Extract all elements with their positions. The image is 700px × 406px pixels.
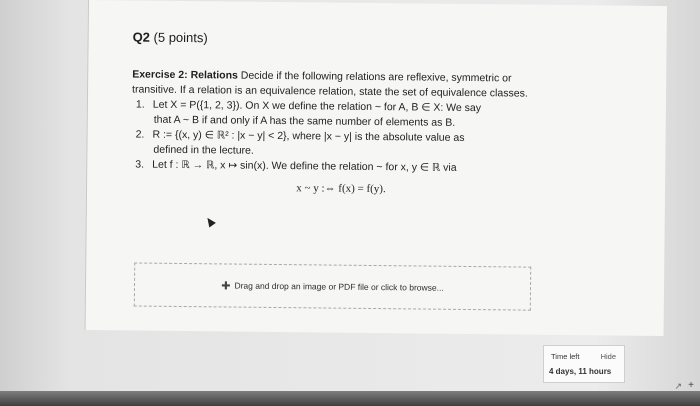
exercise-intro: [132, 67, 552, 101]
item-number: 2.: [135, 128, 145, 141]
time-left-value: 4 days, 11 hours: [549, 367, 612, 376]
hide-timer-button[interactable]: Hide: [600, 352, 616, 361]
file-upload-dropzone[interactable]: [134, 262, 531, 310]
exercise-text: [131, 67, 552, 198]
arrow-icon: ↗: [674, 381, 682, 391]
exercise-intro-text: Decide if the following relations are reflexive, symmetric or transitive. If a relation is an equivalence relation, state the set of equivalence classes.: [132, 69, 528, 100]
taskbar: [0, 391, 700, 406]
plus-icon: ✚: [221, 279, 231, 293]
item-line: that A ~ B if and only if A has the same number of elements as B.: [153, 113, 456, 129]
question-number: Q2: [132, 29, 151, 45]
relation-formula: x ~ y :⇔ f(x) = f(y).: [296, 182, 386, 196]
exercise-heading: Exercise 2: Relations: [132, 68, 238, 82]
plus-icon: +: [688, 380, 694, 391]
upload-label: Drag and drop an image or PDF file or click to browse...: [234, 280, 444, 293]
item-line: R := {(x, y) ∈ ℝ² : |x − y| < 2}, where |x − y| is the absolute value as: [152, 128, 465, 144]
exercise-item-1: [136, 98, 552, 132]
item-number: 1.: [135, 98, 145, 111]
question-title: [133, 29, 208, 45]
time-left-label: Time left: [551, 352, 580, 361]
item-line: Let f : ℝ → ℝ, x ↦ sin(x). We define the relation ~ for x, y ∈ ℝ via: [152, 158, 457, 174]
question-points: (5 points): [153, 29, 208, 46]
item-number: 3.: [135, 158, 145, 171]
item-line: Let X = P({1, 2, 3}). On X we define the relation ~ for A, B ∈ X: We say: [152, 98, 482, 115]
question-card: [85, 0, 667, 336]
exercise-item-3: [135, 158, 551, 177]
exercise-item-2: [135, 128, 551, 162]
item-line: defined in the lecture.: [153, 143, 254, 157]
time-left-widget: [543, 345, 625, 383]
